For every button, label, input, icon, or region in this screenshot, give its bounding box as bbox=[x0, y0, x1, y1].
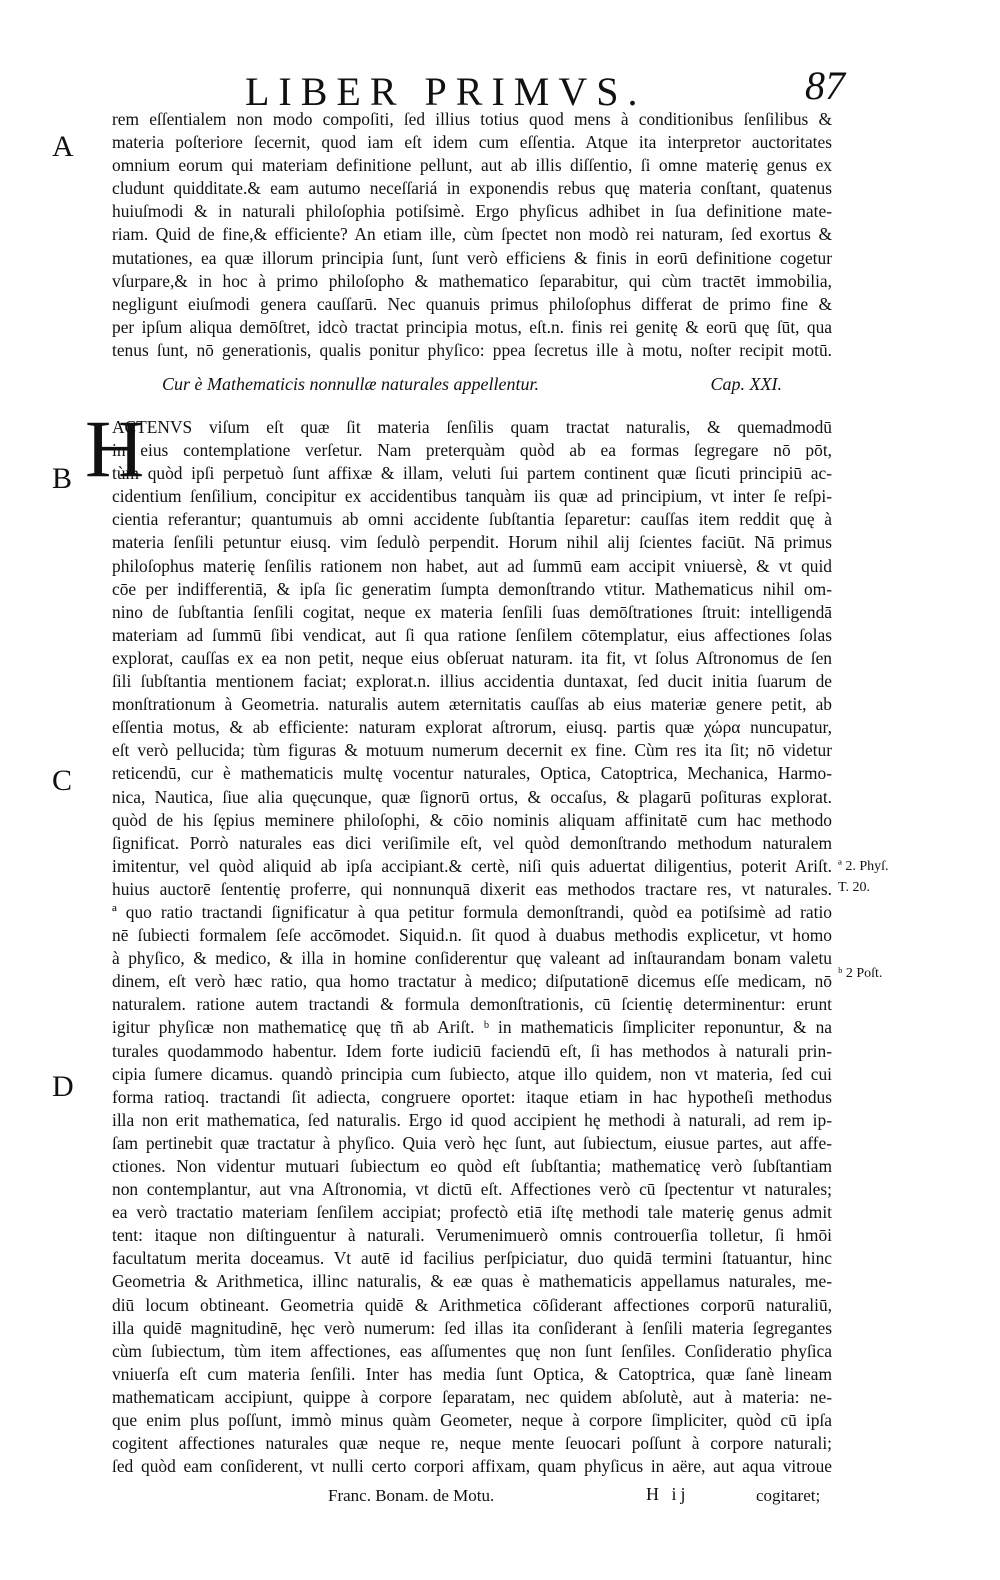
text-line: nino de ſubſtantia ſenſili cogitat, neque ex materia ſenſili ſuas demōſtrationes ſtruit: intelligendā bbox=[112, 601, 832, 622]
text-line: tent: itaque non diſtinguentur à naturali. Verumenimuerò omnis controuerſia tolletur, ſi hmōi bbox=[112, 1225, 832, 1246]
text-line: per ipſum aliqua demōſtret, idcò tractat principia motus, eſt.n. finis rei genitę & eorū quę ſūt, qua bbox=[112, 316, 832, 337]
text-line: cogitent affectiones naturales quæ neque re, neque mente ſeuocari poſſunt à corpore naturali; bbox=[112, 1433, 832, 1454]
text-line: non contemplantur, aut vna Aſtronomia, vt dictū eſt. Affectiones verò cū ſpectentur vt naturales; bbox=[112, 1179, 832, 1200]
text-line: cipia ſumere dicamus. quandò principia cum ſubiecto, atque illo quidem, non vt materia, ſed cui bbox=[112, 1063, 832, 1084]
text-line: Geometria & Arithmetica, illinc naturalis, & eæ quas è mathematicis appellamus naturales, me- bbox=[112, 1271, 832, 1292]
text-line: ſili ſubſtantia mentionem faciat; explorat.n. illius accidentia duntaxat, ſed ducit initia ſuarum de bbox=[112, 671, 832, 692]
text-line: tenus ſunt, nō generationis, qualis ponitur phyſico: ppea ſecretus ille à motu, noſter recipit motū. bbox=[112, 339, 832, 360]
text-line: mutationes, ea quæ illorum principia ſunt, ſunt verò efficiens & finis in eorū definitione cogetur bbox=[112, 247, 832, 268]
section-letter-d: D bbox=[52, 1070, 74, 1103]
text-line: dinem, eſt verò hæc ratio, qua homo tractatur à medico; diſputationē dicemus eſſe medicam, nō bbox=[112, 971, 832, 992]
text-line: nica, Nautica, ſiue alia quęcunque, quæ ſignorū ortus, & occaſus, & plagarū poſituras explorat. bbox=[112, 786, 832, 807]
text-line: cidentium ſenſilium, concipitur ex accidentibus tanquàm iis quæ ad principium, vt inter ſe reſpi- bbox=[112, 486, 832, 507]
running-head: LIBER PRIMVS. bbox=[245, 69, 647, 114]
chapter-heading bbox=[162, 372, 782, 396]
text-line: à phyſico, & medico, & illa in homine conſiderentur quę valeant ad inſtaurandam bonam valetu bbox=[112, 948, 832, 969]
text-line: diū locum obtineant. Geometria quidē & Arithmetica cōſiderant affectiones corporū naturaliū, bbox=[112, 1294, 832, 1315]
chapter-title: Cur è Mathematicis nonnullæ naturales appellentur. bbox=[162, 374, 539, 394]
text-line: explorat, cauſſas ex ea non petit, neque eius obſeruat naturam. ita fit, vt ſolus Aſtronomus de ſen bbox=[112, 647, 832, 668]
text-line: huius auctorē ſententię proferre, qui nonnunquā dixerit eas methodos tractare res, vt naturales. bbox=[112, 878, 832, 899]
text-line: ſignificat. Porrò naturales eas dici veriſimile eſt, vel quòd demonſtrando methodum naturalem bbox=[112, 832, 832, 853]
paragraph-continuation bbox=[112, 108, 832, 362]
text-line: cludunt quidditate.& eam autumo neceſſariá in exponendis rebus quę materia conſtant, quatenus bbox=[112, 178, 832, 199]
text-line: huiuſmodi & in naturali philoſophia potiſsimè. Ergo phyſicus adhibet in ſua definitione mate- bbox=[112, 201, 832, 222]
text-line: vſurpare,& in hoc à primo philoſopho & mathematico ſeparabitur, qui cùm tractēt immobilia, bbox=[112, 270, 832, 291]
text-line: ea verò tractatio materiam ſenſilem accipiat; profectò etiā iſtę methodi tale materię genus admit bbox=[112, 1202, 832, 1223]
text-line: tùm quòd ipſi perpetuò ſunt affixæ & illam, veluti ſui partem continent quæ ſicuti principiū ac- bbox=[112, 463, 832, 484]
text-line: mathematicam accipiunt, quippe à corpore ſeparatam, nec quidem abſolutè, aut à materia: ne- bbox=[112, 1386, 832, 1407]
text-line: cōe per indifferentiā, & ipſa ſic generatim ſumpta demonſtrando vtitur. Mathematicus nihil om- bbox=[112, 578, 832, 599]
text-line: cùm ſubiectum, tùm item affectiones, eas aſſumentes quę non ſunt ſenſiles. Conſideratio phyſica bbox=[112, 1340, 832, 1361]
text-line: ſed quòd eam conſiderent, vt nulli certo corpori affixam, quam phyſicus in aëre, aut aqua vitroue bbox=[112, 1456, 832, 1477]
text-line: facultatum merita doceamus. Vt autē id facilius perſpiciatur, duo quidā termini ſtatuantur, hinc bbox=[112, 1248, 832, 1269]
text-line: illa non erit mathematica, ſed naturalis. Ergo id quod accipient hę methodi à naturali, ad rem ip- bbox=[112, 1109, 832, 1130]
text-line: omnium eorum qui materiam definitione pellunt, aut ab illis diſſentio, ſi omne materię genus ex bbox=[112, 155, 832, 176]
section-letter-c: C bbox=[52, 764, 73, 797]
text-line: ſam pertinebit quæ tractatur à phyſico. Quia verò hęc ſunt, aut ſubiectum, eiusue partes, aut affe- bbox=[112, 1132, 832, 1153]
text-line: philoſophus materię ſenſilis rationem non habet, aut ad ſummū eam accipit vniuersè, & vt quid bbox=[112, 555, 832, 576]
page-number: 87 bbox=[805, 63, 845, 108]
footer-signature: Franc. Bonam. de Motu. bbox=[328, 1486, 495, 1505]
text-line: monſtrationum à Geometria. naturalis autem æternitatis cauſſas ab eius materiæ genere petit, ab bbox=[112, 694, 832, 715]
text-line: negligunt eiuſmodi genera cauſſarū. Nec quanuis primus philoſophus differat de primo fine & bbox=[112, 293, 832, 314]
text-line: materia ſenſili petuntur eiusq. vim ſedulò perpendit. Horum nihil alij ſcientes faciūt. Nā primus bbox=[112, 532, 832, 553]
chapter-number: Cap. XXI. bbox=[710, 374, 782, 394]
text-line: cientia referantur; quantumuis ab omni accidente ſubſtantia ſeparetur: cauſſas item reddit quę à bbox=[112, 509, 832, 530]
margin-note: ª 2. Phyſ. bbox=[838, 859, 889, 874]
text-line: quòd de his ſępius meminere philoſophi, & cōio nominis aliquam affinitatē cum hac methodo bbox=[112, 809, 832, 830]
text-line: riam. Quid de fine,& efficiente? An etiam ille, cùm ſpectet non modò rei naturam, ſed exortus & bbox=[112, 224, 832, 245]
margin-note: T. 20. bbox=[838, 880, 871, 895]
margin-note: ᵇ 2 Poſt. bbox=[838, 966, 883, 981]
chapter-body bbox=[112, 416, 832, 1478]
text-line: naturalem. ratione autem tractandi & formula demonſtrationis, cū ſcientię determinentur: erunt bbox=[112, 994, 832, 1015]
text-line: rem eſſentialem non modo compoſiti, ſed illius totius quod mens à conditionibus ſenſilibus & bbox=[112, 109, 832, 129]
drop-cap: H bbox=[85, 403, 145, 494]
gathering-mark: H ij bbox=[646, 1484, 690, 1504]
text-line: illa quidē magnitudinē, hęc verò numerum: ſed illas ita conſiderant à ſenſili materia ſegregantes bbox=[112, 1317, 832, 1338]
text-line: imitentur, vel quòd aliquid ab ipſa accipiant.& certè, niſi quis aduertat diligentius, poterit Ariſt. bbox=[112, 855, 832, 876]
text-line: ctiones. Non videntur mutuari ſubiectum eo quòd eſt ſubſtantia; mathematicę verò ſubſtantiam bbox=[112, 1156, 832, 1176]
text-line: forma ratioq. tractandi ſit adiecta, congruere oportet: itaque etiam in hac hypotheſi methodus bbox=[112, 1086, 832, 1107]
text-line: ª quo ratio tractandi ſignificatur à qua petitur formula demonſtrandi, quòd ea potiſsimè ad ratio bbox=[112, 901, 832, 922]
text-line: ACTENVS viſum eſt quæ ſit materia ſenſilis quam tractat naturalis, & quemadmodū bbox=[112, 417, 832, 437]
text-line: igitur phyſicæ non mathematicę quę tñ ab Ariſt. ᵇ in mathematicis ſimpliciter reponuntur, & na bbox=[112, 1017, 832, 1038]
text-line: vniuerſa eſt cum materia ſenſili. Inter has media ſunt Optica, & Catoptrica, quæ ſanè lineam bbox=[112, 1363, 832, 1384]
text-line: in eius contemplatione verſetur. Nam preterquàm quòd ab ea formas ſegregare nō pōt, bbox=[112, 440, 832, 461]
text-line: que enim plus poſſunt, immò minus quàm Geometer, neque à corpore ſimpliciter, quòd cū ipſa bbox=[112, 1410, 832, 1431]
text-line: eſſentia motus, & ab efficiente: naturam explorat aſtrorum, eiusq. partis quæ χώρα nuncupatur, bbox=[112, 717, 832, 738]
catchword: cogitaret; bbox=[756, 1486, 821, 1505]
text-line: eſt verò pellucida; tùm figuras & motuum numerum decernit ex fine. Cùm res ita ſit; nō videtur bbox=[112, 740, 832, 761]
text-line: reticendū, cur è mathematicis multę vocentur naturales, Optica, Catoptrica, Mechanica, Harmo- bbox=[112, 763, 832, 784]
text-line: materia poſteriore ſecernit, quod iam eſt idem cum eſſentia. Atque ita interpretor auctoritates bbox=[112, 132, 832, 153]
text-line: turales quodammodo habentur. Idem forte iudiciū faciendū eſt, ſi has methodos à naturali prin- bbox=[112, 1040, 832, 1061]
section-letter-b: B bbox=[52, 462, 73, 495]
text-line: materiam ad ſummū ſibi vendicat, aut ſi qua ratione ſenſilem cōtemplatur, eius affectiones ſolas bbox=[112, 624, 832, 645]
section-letter-a: A bbox=[52, 130, 74, 163]
text-line: nē ſubiecti formalem ſeſe accōmodet. Siquid.n. ſit quod à duabus methodis explicetur, vt homo bbox=[112, 925, 832, 946]
